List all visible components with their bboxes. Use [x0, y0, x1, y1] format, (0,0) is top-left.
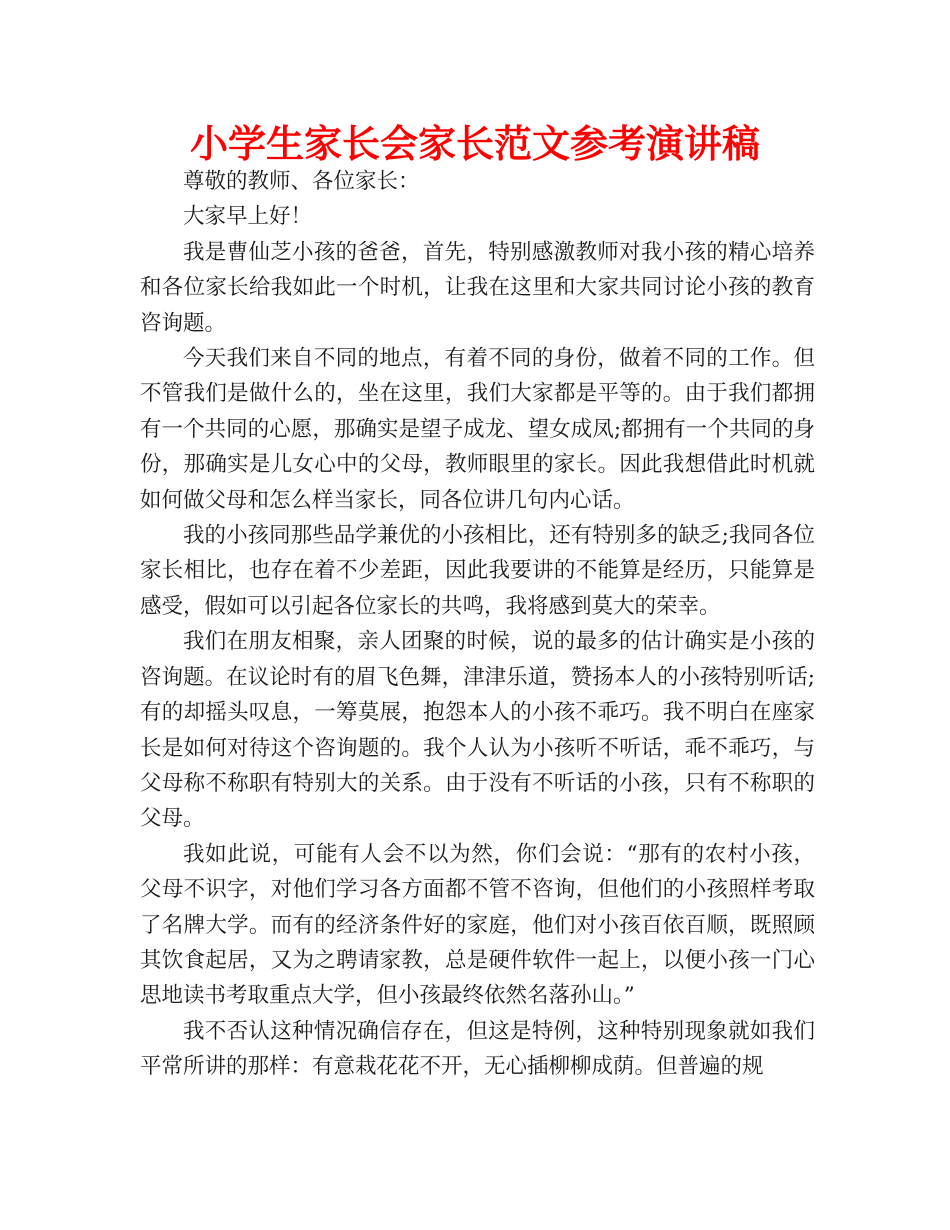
paragraph: 今天我们来自不同的地点，有着不同的身份，做着不同的工作。但不管我们是做什么的，坐在这里，我们大家都是平等的。由于我们都拥有一个共同的心愿，那确实是望子成龙、望女成凤;都拥有一个共同的身份，那确实是儿女心中的父母，教师眼里的家长。因此我想借此时机就如何做父母和怎么样当家长，同各位讲几句内心话。: [140, 346, 815, 513]
paragraph: 我的小孩同那些品学兼优的小孩相比，还有特别多的缺乏;我同各位家长相比，也存在着不少差距，因此我要讲的不能算是经历，只能算是感受，假如可以引起各位家长的共鸣，我将感到莫大的荣幸。: [140, 523, 815, 619]
salutation: 尊敬的教师、各位家长：: [183, 169, 420, 194]
document-body: [140, 164, 815, 1085]
paragraph: 我是曹仙芝小孩的爸爸，首先，特别感激教师对我小孩的精心培养和各位家长给我如此一个时机，让我在这里和大家共同讨论小孩的教育咨询题。: [140, 239, 815, 336]
paragraph: 我们在朋友相聚，亲人团聚的时候，说的最多的估计确实是小孩的咨询题。在议论时有的眉飞色舞，津津乐道，赞扬本人的小孩特别听话;有的却摇头叹息，一筹莫展，抱怨本人的小孩不乖巧。我不明白在座家长是如何对待这个咨询题的。我个人认为小孩听不听话，乖不乖巧，与父母称不称职有特别大的关系。由于没有不听话的小孩，只有不称职的父母。: [140, 629, 815, 832]
paragraph: 我如此说，可能有人会不以为然，你们会说：“那有的农村小孩，父母不识字，对他们学习各方面都不管不咨询，但他们的小孩照样考取了名牌大学。而有的经济条件好的家庭，他们对小孩百依百顺，既照顾其饮食起居，又为之聘请家教，总是硬件软件一起上，以便小孩一门心思地读书考取重点大学，但小孩最终依然名落孙山。”: [140, 841, 815, 1009]
greeting: 大家早上好！: [183, 204, 313, 230]
document-title: 小学生家长会家长范文参考演讲稿: [189, 122, 760, 166]
paragraph: 我不否认这种情况确信存在，但这是特例，这种特别现象就如我们平常所讲的那样：有意栽花花不开，无心插柳柳成荫。但普遍的规: [140, 1018, 815, 1080]
